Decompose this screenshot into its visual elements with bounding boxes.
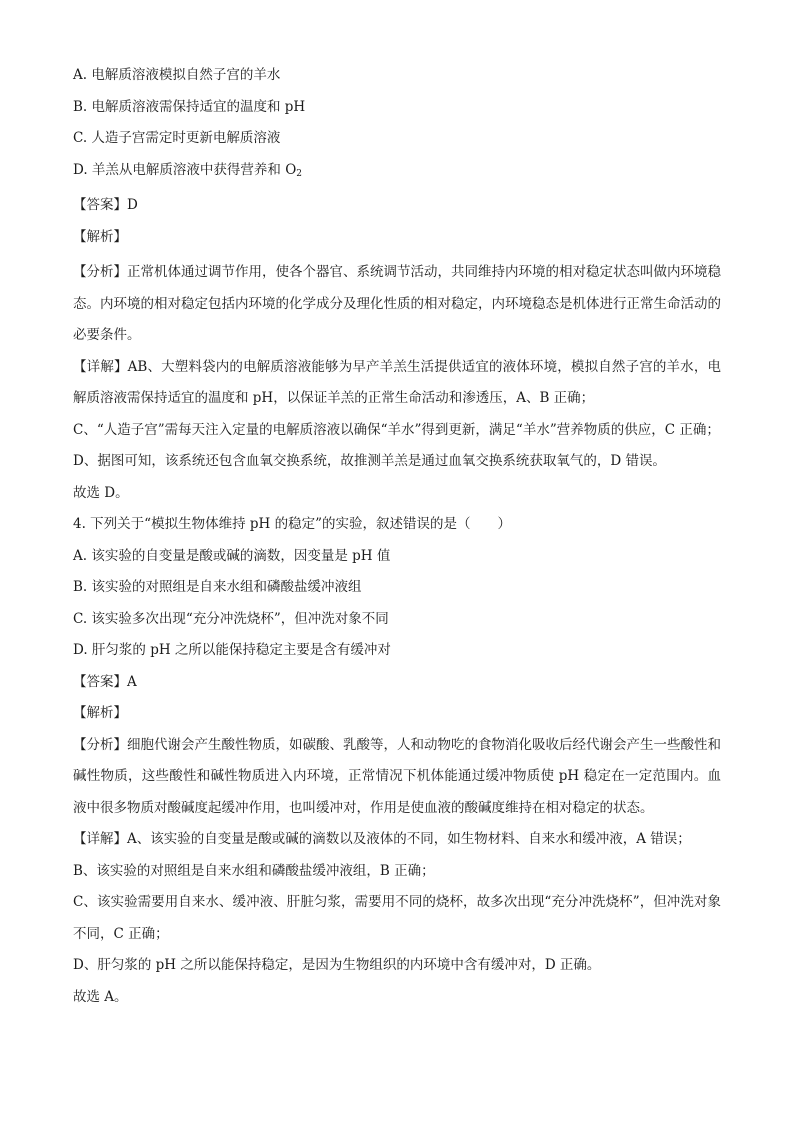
q4-detail-1: 【详解】A、该实验的自变量是酸或碱的滴数以及液体的不同，如生物材料、自来水和缓冲液，A 错误； — [73, 831, 691, 847]
q3-option-b: B. 电解质溶液需保持适宜的温度和 pH — [73, 98, 306, 115]
q3-conclusion: 故选 D。 — [73, 484, 129, 501]
q4-option-b: B. 该实验的对照组是自来水组和磷酸盐缓冲液组 — [73, 579, 362, 595]
q4-option-c: C. 该实验多次出现“充分冲洗烧杯”，但冲洗对象不同 — [73, 610, 389, 627]
q3-option-c: C. 人造子宫需定时更新电解质溶液 — [73, 130, 281, 146]
q3-detail-2: C、“人造子宫”需每天注入定量的电解质溶液以确保“羊水”得到更新，满足“羊水”营养物质的供应，C 正确； — [73, 421, 720, 438]
document-page — [73, 64, 721, 1013]
q4-detail-2: B、该实验的对照组是自来水组和磷酸盐缓冲液组，B 正确； — [73, 862, 435, 879]
q3-option-d-subscript: 2 — [296, 168, 303, 179]
q4-stem: 4. 下列关于“模拟生物体维持 pH 的稳定”的实验，叙述错误的是（ ） — [73, 516, 511, 532]
q3-option-d-text: D. 羊羔从电解质溶液中获得营养和 O — [73, 161, 297, 178]
q4-conclusion: 故选 A。 — [73, 988, 128, 1005]
q3-option-d — [73, 159, 721, 185]
q3-detail-3: D、据图可知，该系统还包含血氧交换系统，故推测羊羔是通过血氧交换系统获取氧气的，D 错误。 — [73, 453, 666, 469]
q4-analysis-title: 【解析】 — [73, 705, 127, 721]
q3-answer: 【答案】D — [73, 197, 138, 213]
q3-analysis-fenxi: 【分析】正常机体通过调节作用，使各个器官、系统调节活动，共同维持内环境的相对稳定状态叫做内环境稳态。内环境的相对稳定包括内环境的化学成分及理化性质的相对稳定，内环境稳态是机体进行正常生命活动的必要条件。 — [73, 264, 721, 343]
q4-option-d: D. 肝匀浆的 pH 之所以能保持稳定主要是含有缓冲对 — [73, 642, 391, 658]
q3-option-a: A. 电解质溶液模拟自然子宫的羊水 — [73, 67, 281, 83]
q3-detail-1: 【详解】AB、大塑料袋内的电解质溶液能够为早产羊羔生活提供适宜的液体环境，模拟自然子宫的羊水，电解质溶液需保持适宜的温度和 pH，以保证羊羔的正常生命活动和渗透压，A、B 正确； — [73, 358, 721, 406]
q4-answer: 【答案】A — [73, 673, 137, 690]
q4-detail-4: D、肝匀浆的 pH 之所以能保持稳定，是因为生物组织的内环境中含有缓冲对，D 正确。 — [73, 957, 601, 973]
q4-detail-3: C、该实验需要用自来水、缓冲液、肝脏匀浆，需要用不同的烧杯，故多次出现“充分冲洗烧杯”，但冲洗对象不同，C 正确； — [73, 894, 721, 942]
q4-analysis-fenxi: 【分析】细胞代谢会产生酸性物质，如碳酸、乳酸等，人和动物吃的食物消化吸收后经代谢会产生一些酸性和碱性物质，这些酸性和碱性物质进入内环境，正常情况下机体能通过缓冲物质使 pH 稳定在一定范围内。血液中很多物质对酸碱度起缓冲作用，也叫缓冲对，作用是使血液的酸碱度维持在相对稳定的状态。 — [73, 736, 721, 816]
q3-analysis-title: 【解析】 — [73, 228, 127, 245]
q4-option-a: A. 该实验的自变量是酸或碱的滴数，因变量是 pH 值 — [73, 547, 391, 564]
